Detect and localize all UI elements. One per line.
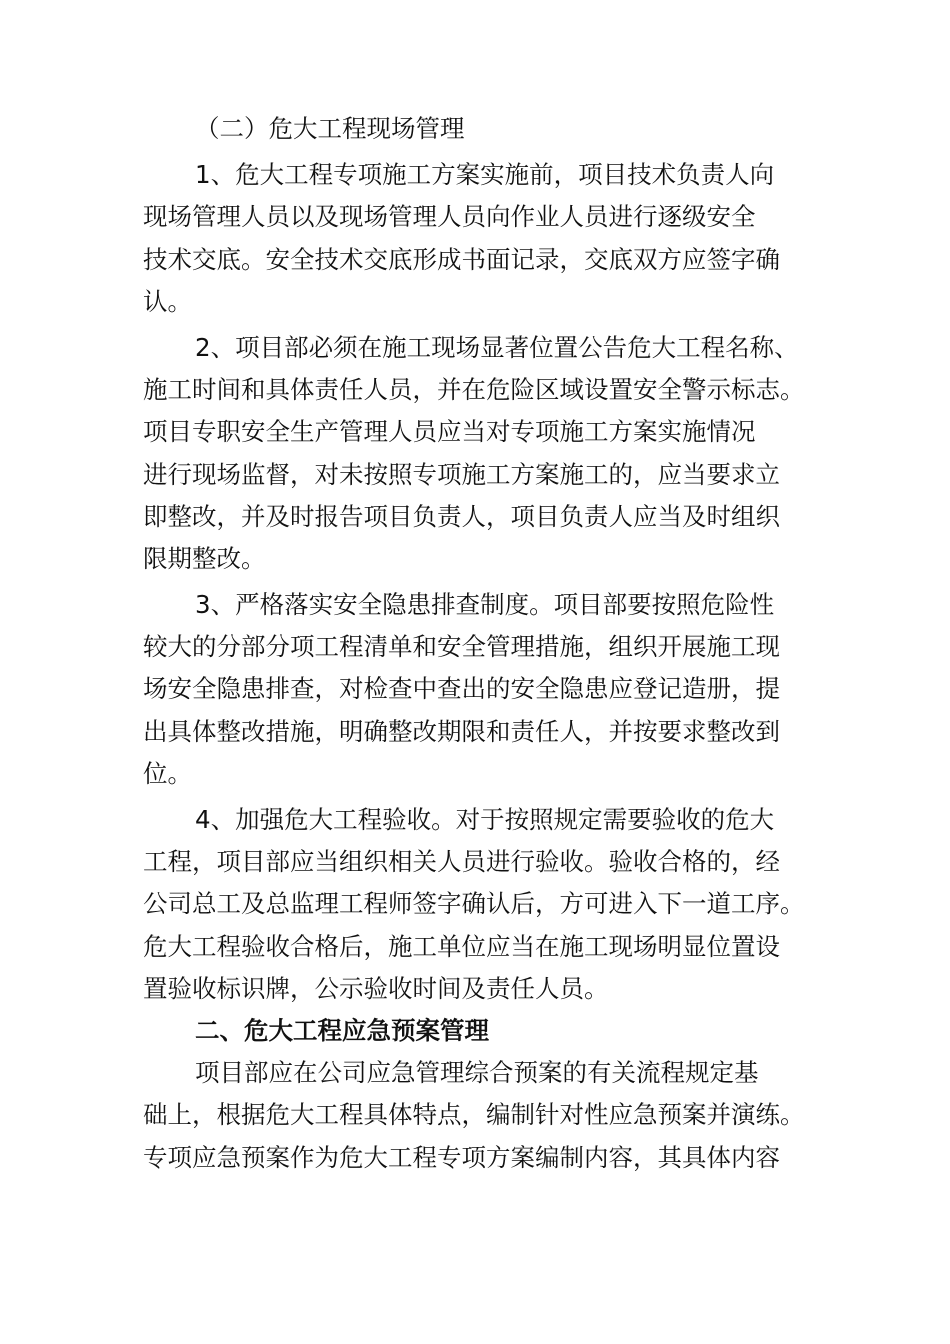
paragraph-line: 现场管理人员以及现场管理人员向作业人员进行逐级安全 — [143, 202, 756, 232]
paragraph-line: 进行现场监督，对未按照专项施工方案施工的，应当要求立 — [143, 459, 780, 489]
paragraph-line: 专项应急预案作为危大工程专项方案编制内容，其具体内容 — [143, 1142, 780, 1172]
paragraph-1 — [143, 154, 837, 323]
paragraph-4 — [143, 799, 837, 1010]
paragraph-line: 危大工程验收合格后，施工单位应当在施工现场明显位置设 — [143, 931, 780, 961]
section-heading: （二）危大工程现场管理 — [195, 114, 465, 143]
section-2-heading: 二、危大工程应急预案管理 — [195, 1015, 489, 1045]
paragraph-line: 公司总工及总监理工程师签字确认后，方可进入下一道工序。 — [143, 889, 805, 919]
paragraph-line: 施工时间和具体责任人员，并在危险区域设置安全警示标志。 — [143, 375, 805, 405]
paragraph-2 — [143, 327, 837, 580]
paragraph-line: 即整改，并及时报告项目负责人，项目负责人应当及时组织 — [143, 501, 780, 531]
paragraph-line: 2、项目部必须在施工现场显著位置公告危大工程名称、 — [195, 332, 799, 362]
paragraph-line: 项目部应在公司应急管理综合预案的有关流程规定基 — [195, 1058, 759, 1088]
paragraph-line: 础上，根据危大工程具体特点，编制针对性应急预案并演练。 — [143, 1100, 805, 1130]
paragraph-line: 1、危大工程专项施工方案实施前，项目技术负责人向 — [195, 160, 775, 190]
paragraph-line: 项目专职安全生产管理人员应当对专项施工方案实施情况 — [143, 417, 756, 447]
paragraph-line: 置验收标识牌，公示验收时间及责任人员。 — [143, 973, 609, 1003]
paragraph-line: 3、严格落实安全隐患排查制度。项目部要按照危险性 — [195, 590, 775, 620]
paragraph-line: 认。 — [143, 286, 192, 316]
paragraph-line: 位。 — [143, 758, 192, 788]
section-2-paragraph — [143, 1052, 837, 1179]
paragraph-line: 4、加强危大工程验收。对于按照规定需要验收的危大 — [195, 805, 775, 834]
paragraph-line: 出具体整改措施，明确整改期限和责任人，并按要求整改到 — [143, 716, 780, 746]
paragraph-line: 技术交底。安全技术交底形成书面记录，交底双方应签字确 — [143, 244, 780, 274]
paragraph-line: 工程，项目部应当组织相关人员进行验收。验收合格的，经 — [143, 847, 780, 877]
paragraph-line: 场安全隐患排查，对检查中查出的安全隐患应登记造册，提 — [143, 674, 780, 704]
paragraph-3 — [143, 584, 837, 795]
paragraph-line: 较大的分部分项工程清单和安全管理措施，组织开展施工现 — [143, 632, 780, 662]
document-body — [143, 108, 837, 1179]
paragraph-line: 限期整改。 — [143, 543, 266, 573]
